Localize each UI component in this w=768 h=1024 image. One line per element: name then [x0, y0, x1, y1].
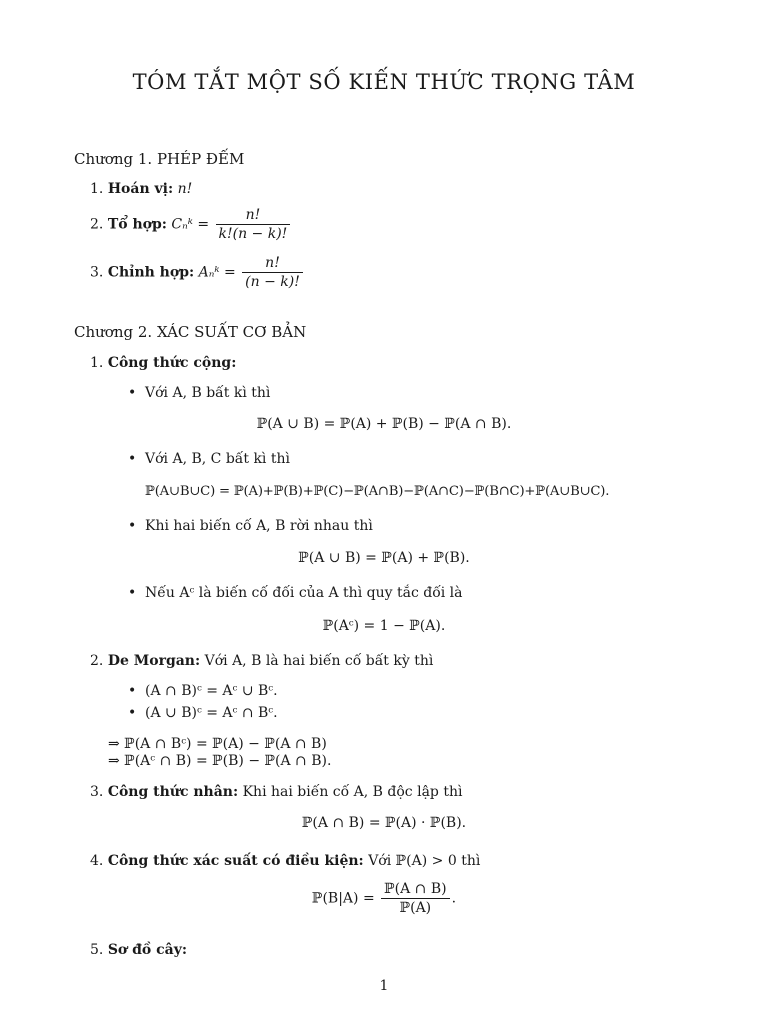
equation-conditional — [0, 880, 768, 917]
item-text: Với ℙ(A) > 0 thì — [368, 853, 481, 869]
bullet-text: (A ∩ B)ᶜ = Aᶜ ∪ Bᶜ. — [145, 683, 278, 699]
item-number: 1. — [90, 355, 104, 371]
formula-lhs: Aₙᵏ = — [198, 264, 236, 281]
numerator: n! — [216, 206, 291, 225]
ch2-item-addition — [90, 355, 236, 371]
ch2-item-conditional — [90, 853, 480, 869]
bullet-text: Nếu Aᶜ là biến cố đối của A thì quy tắc đối là — [145, 585, 463, 601]
denominator: (n − k)! — [245, 274, 300, 290]
ch2-item-tree-diagram — [90, 942, 187, 958]
bullet-icon: • — [128, 683, 137, 699]
item-label: Hoán vị: — [107, 181, 174, 197]
chapter-1-heading: Chương 1. PHÉP ĐẾM — [74, 150, 245, 168]
bullet-three-events — [128, 451, 290, 467]
bullet-text: Với A, B, C bất kì thì — [145, 451, 290, 467]
bullet-disjoint — [128, 518, 373, 534]
page-number: 1 — [379, 978, 389, 994]
item-number: 3. — [90, 264, 104, 281]
equation-complement: ℙ(Aᶜ) = 1 − ℙ(A). — [322, 618, 446, 634]
chapter-2-heading: Chương 2. XÁC SUẤT CƠ BẢN — [74, 323, 307, 341]
item-label: Công thức nhân: — [107, 784, 239, 800]
item-label: Tổ hợp: — [107, 216, 167, 233]
bullet-text: Khi hai biến cố A, B rời nhau thì — [145, 518, 373, 534]
item-number: 2. — [90, 653, 104, 669]
item-label: De Morgan: — [107, 653, 201, 669]
fraction — [381, 880, 449, 917]
bullet-text: (A ∪ B)ᶜ = Aᶜ ∩ Bᶜ. — [145, 705, 278, 721]
formula: n! — [177, 181, 193, 197]
equation-multiplication: ℙ(A ∩ B) = ℙ(A) · ℙ(B). — [301, 815, 467, 831]
denominator: ℙ(A) — [399, 900, 432, 916]
bullet-complement — [128, 585, 463, 601]
equation-disjoint: ℙ(A ∪ B) = ℙ(A) + ℙ(B). — [298, 550, 470, 566]
item-number: 5. — [90, 942, 104, 958]
bullet-icon: • — [128, 705, 137, 721]
item-label: Công thức cộng: — [107, 355, 237, 371]
bullet-two-events — [128, 385, 271, 401]
item-number: 2. — [90, 216, 104, 233]
bullet-text: Với A, B bất kì thì — [145, 385, 271, 401]
page-title: TÓM TẮT MỘT SỐ KIẾN THỨC TRỌNG TÂM — [132, 70, 636, 94]
denominator: k!(n − k)! — [218, 226, 288, 242]
equation-addition-two: ℙ(A ∪ B) = ℙ(A) + ℙ(B) − ℙ(A ∩ B). — [256, 416, 512, 432]
ch1-item-combination — [90, 206, 292, 243]
ch2-item-multiplication — [90, 784, 462, 800]
formula-lhs: Cₙᵏ = — [171, 216, 210, 233]
bullet-icon: • — [128, 518, 137, 534]
ch1-item-permutation — [90, 181, 192, 197]
fraction — [216, 206, 291, 243]
fraction — [242, 254, 303, 291]
item-label: Chỉnh hợp: — [107, 264, 195, 281]
bullet-icon: • — [128, 585, 137, 601]
numerator: n! — [242, 254, 303, 273]
item-number: 3. — [90, 784, 104, 800]
formula-tail: . — [451, 890, 457, 907]
item-text: Với A, B là hai biến cố bất kỳ thì — [204, 653, 434, 669]
bullet-icon: • — [128, 385, 137, 401]
de-morgan-result-1: ⇒ ℙ(A ∩ Bᶜ) = ℙ(A) − ℙ(A ∩ B) — [108, 736, 327, 752]
item-label: Công thức xác suất có điều kiện: — [107, 853, 364, 869]
formula-lhs: ℙ(B|A) = — [311, 890, 375, 907]
item-number: 1. — [90, 181, 104, 197]
bullet-de-morgan-1 — [128, 683, 278, 699]
item-number: 4. — [90, 853, 104, 869]
item-text: Khi hai biến cố A, B độc lập thì — [242, 784, 463, 800]
item-label: Sơ đồ cây: — [107, 942, 188, 958]
ch2-item-de-morgan — [90, 653, 433, 669]
bullet-icon: • — [128, 451, 137, 467]
equation-addition-three: ℙ(A∪B∪C) = ℙ(A)+ℙ(B)+ℙ(C)−ℙ(A∩B)−ℙ(A∩C)−ℙ(B∩C)+ℙ(A∪B∪C). — [145, 484, 610, 499]
numerator: ℙ(A ∩ B) — [381, 880, 449, 899]
ch1-item-arrangement — [90, 254, 305, 291]
de-morgan-result-2: ⇒ ℙ(Aᶜ ∩ B) = ℙ(B) − ℙ(A ∩ B). — [108, 753, 332, 769]
bullet-de-morgan-2 — [128, 705, 278, 721]
